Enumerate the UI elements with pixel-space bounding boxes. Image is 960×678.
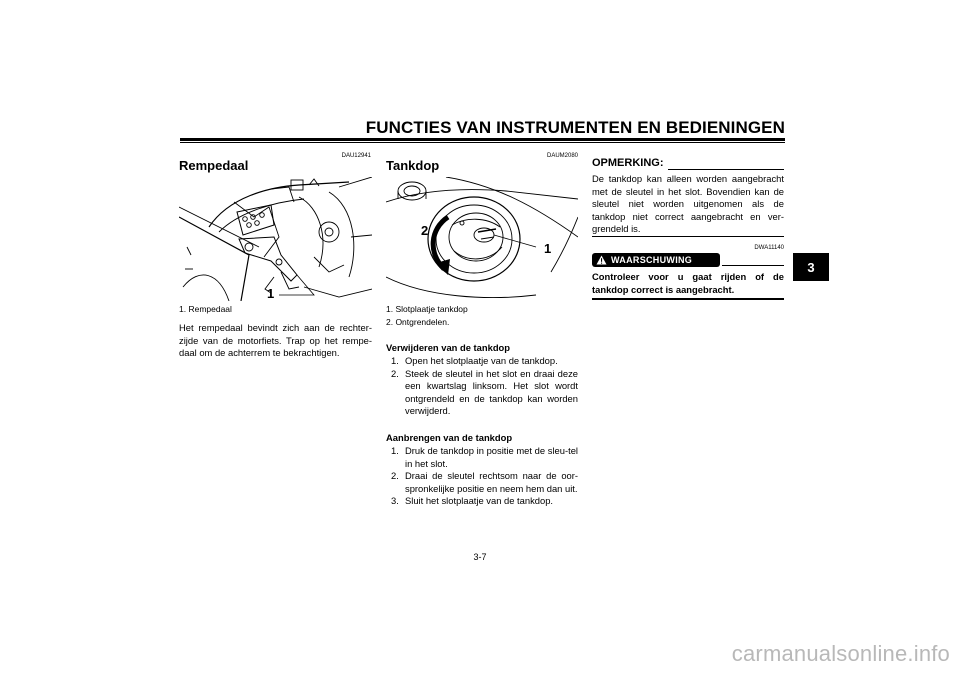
body-rempedaal: Het rempedaal bevindt zich aan de rechter-zijde van de motorfiets. Trap op het rempe-daal om de achterrem te bekrachtigen. <box>179 322 372 358</box>
warning-badge <box>592 253 720 267</box>
heading-rempedaal: Rempedaal <box>179 158 249 173</box>
list-item: 1. Open het slotplaatje van de tankdop. <box>391 355 558 366</box>
subhead-aanbrengen: Aanbrengen van de tankdop <box>386 432 513 443</box>
chapter-tab: 3 <box>793 253 829 281</box>
warning-text: Controleer voor u gaat rijden of de tankdop correct is aangebracht. <box>592 271 784 295</box>
note-title: OPMERKING: <box>592 157 664 169</box>
fuel-cap-illustration <box>386 177 578 301</box>
header-rule <box>180 138 785 141</box>
warning-rule-top <box>592 236 784 237</box>
figure-brake-pedal <box>179 177 372 301</box>
list-item: 1. Druk de tankdop in positie met de sleu-tel in het slot. <box>391 445 578 469</box>
warning-rule-bottom <box>592 298 784 300</box>
brake-pedal-illustration <box>179 177 372 301</box>
page-number: 3-7 <box>473 552 487 562</box>
list-item: 2. Draai de sleutel rechtsom naar de oor-spronkelijke positie en neem hem dan uit. <box>391 470 578 494</box>
note-header <box>592 157 784 171</box>
warning-code: DWA11140 <box>754 245 784 251</box>
section-code-rempedaal: DAU12941 <box>341 153 371 159</box>
heading-tankdop: Tankdop <box>386 158 440 173</box>
page-header-title: FUNCTIES VAN INSTRUMENTEN EN BEDIENINGEN <box>365 118 785 137</box>
note-rule <box>668 169 784 170</box>
section-code-tankdop: DAUM2080 <box>546 153 578 159</box>
caption-ontgrendelen: 2. Ontgrendelen. <box>386 317 450 327</box>
watermark: carmanualsonline.info <box>731 641 950 666</box>
list-item: 3. Sluit het slotplaatje van de tankdop. <box>391 495 554 506</box>
steps-verwijderen <box>386 355 578 418</box>
callout-1: 1 <box>267 286 275 301</box>
warning-rule-right <box>722 265 784 266</box>
subhead-verwijderen: Verwijderen van de tankdop <box>386 342 510 353</box>
header-rule-thin <box>180 142 785 143</box>
list-item: 2. Steek de sleutel in het slot en draai deze een kwartslag linksom. Het slot wordt ontgrendeld en de tankdop kan worden verwijderd. <box>391 367 578 416</box>
caption-slotplaatje: 1. Slotplaatje tankdop <box>386 304 468 314</box>
warning-triangle-icon <box>596 255 607 265</box>
figure-fuel-cap <box>386 177 578 301</box>
steps-aanbrengen <box>386 445 578 508</box>
callout-2: 2 <box>421 223 429 238</box>
warning-label: WAARSCHUWING <box>611 255 693 265</box>
note-text: De tankdop kan alleen worden aangebracht met de sleutel in het slot. Bovendien kan de sleutel niet worden uitgenomen als de tankdop niet correct aangebracht en ver-grendeld is. <box>592 173 784 234</box>
callout-1: 1 <box>544 241 552 256</box>
caption-rempedaal: 1. Rempedaal <box>179 304 232 314</box>
